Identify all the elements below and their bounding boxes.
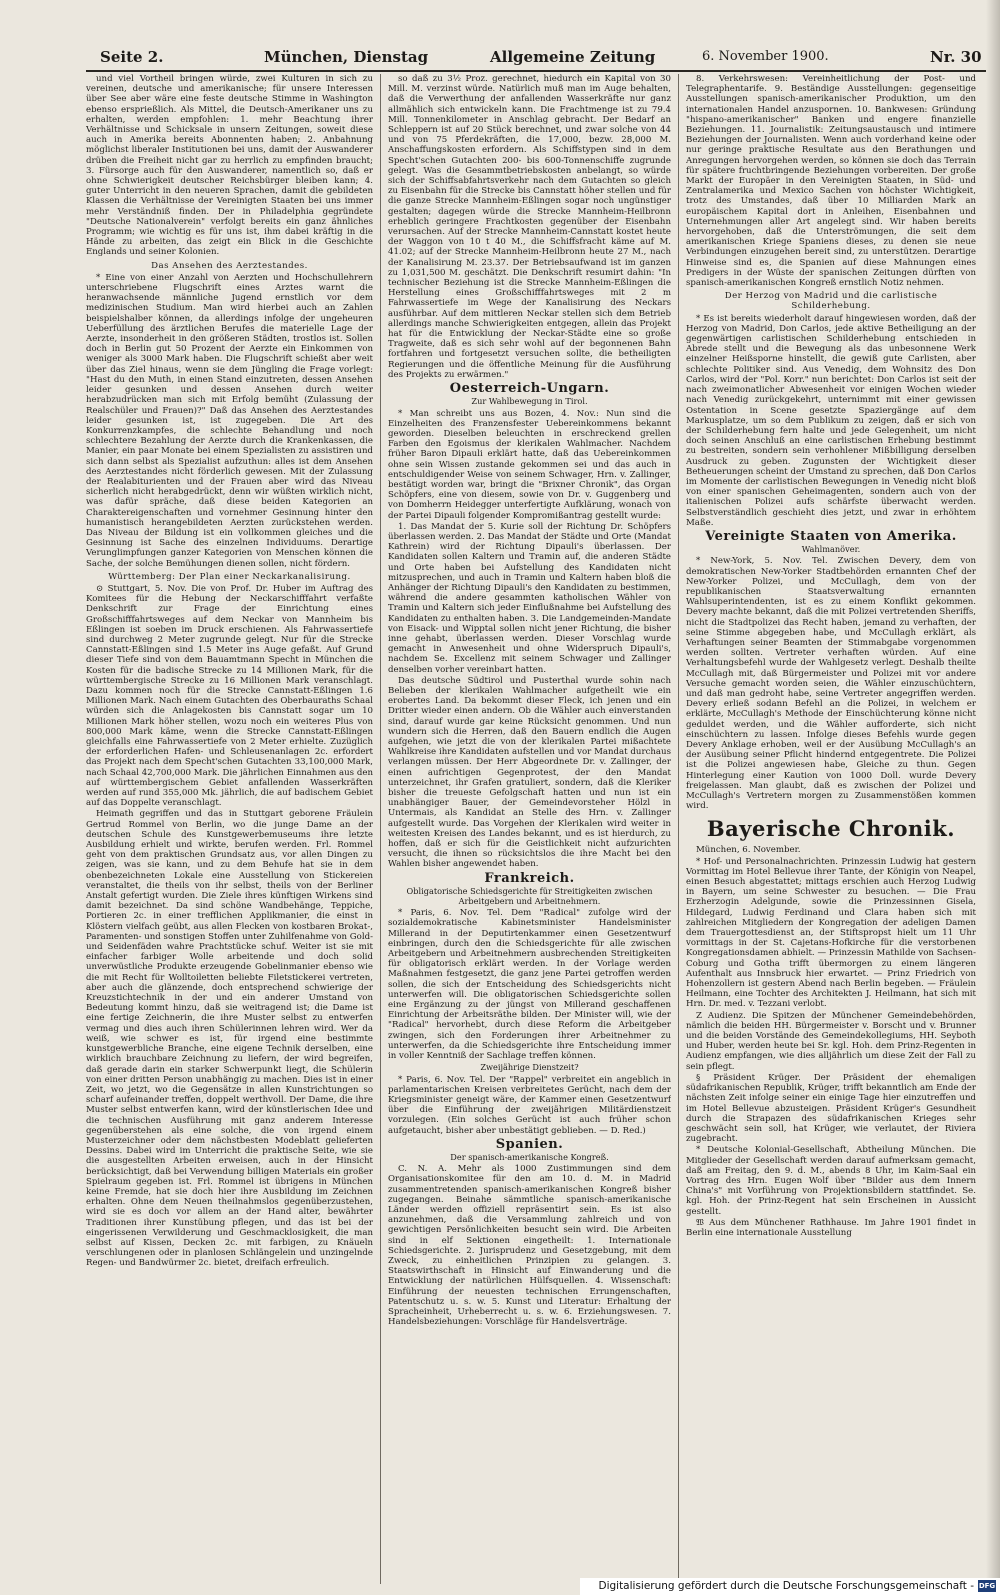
article-paragraph: Z Audienz. Die Spitzen der Münchener Gemeindebehörden, nämlich die beiden HH. Bürgermeister v. Borscht und v. Brunner und die beiden Vorstände des Gemeindekollegiums, HH. Seyboth und Huber, werden heute bei Sr. kgl. Hoh. dem Prinz-Regenten in Audienz empfangen, wie dies alljährlich um diese Zeit der Fall zu sein pflegt. (686, 1010, 976, 1072)
section-heading: Der spanisch-amerikanische Kongreß. (450, 1151, 609, 1162)
issue-number: Nr. 30 (930, 48, 982, 66)
article-paragraph: § Präsident Krüger. Der Präsident der ehemaligen südafrikanischen Republik, Krüger, trifft bekanntlich am Ende der nächsten Zeit infolge seiner ein einige Tage hier einzutreffen und im Hotel Bellevue abzusteigen. Präsident Krüger's Gesundheit durch die Strapazen des südafrikanischen Krieges sehr geschwächt sein soll, hat Krüger, wie verlautet, der Riviera zugebracht. (686, 1072, 976, 1145)
article-paragraph: Das deutsche Südtirol und Pusterthal wurde sohin nach Belieben der klerikalen Wahlmacher aufgetheilt wie ein erobertes Land. Da bekommt dieser Fleck, ich jenen und ein Dritter wieder einen andern. Ob die Wähler auch einverstanden sind, darauf wurde gar keine Rücksicht genommen. Und nun wundern sich die Herren, daß den Bauern endlich die Augen aufgehen, wie jetzt die von der klerikalen Partei mißachtete Wahlkreise ihre Kandidaten aufstellen und vor Mandat durchaus verlangen müssen. Der Herr Abgeordnete Dr. v. Zallinger, der einen aufrichtigen Gegenprotest, der den Mandat unterzeichnet, ihr Grafen gratuliert, sondern, daß die Kleriker bisher die treueste Gefolgschaft hatten und nun ist ein unabhängiger Bauer, der Gemeindevorsteher Hölzl in Untermais, als Kandidat an Stelle des Hrn. v. Zallinger aufgestellt wurde. Das Vorgehen der Klerikalen wird weiter in weitesten Kreisen des Landes bekannt, und es ist hierdurch, zu hoffen, daß er sich für die Geistlichkeit nicht aufzurichten versucht, die ihnen so rücksichtslos die ihre Macht bei den Wahlen bisher angewendet haben. (388, 675, 671, 870)
funding-note: Digitalisierung gefördert durch die Deutsche Forschungsgemeinschaft - (598, 1580, 974, 1592)
article-paragraph: 𝔚 Aus dem Münchener Rathhause. Im Jahre 1901 findet in Berlin eine internationale Ausstellung (686, 1217, 976, 1238)
section-heading: Das Ansehen des Aerztestandes. (151, 260, 308, 271)
article-paragraph: * Man schreibt uns aus Bozen, 4. Nov.: Nun sind die Einzelheiten des Franzensfester Uebereinkommens bekannt geworden. Dieselben beleuchten in erschreckend grellen Farben den Egoismus der klerikalen Wahlmacher. Nachdem früher Baron Dipauli erklärt hatte, daß das Uebereinkommen ohne sein Wissen zustande gekommen sei und das auch in entschuldigender Weise von seinem Schwager, Hrn. v. Zallinger, bestätigt worden war, bringt die "Brixner Chronik", das Organ Schöpfers, eine von diesem, sowie von Dr. v. Guggenberg und von Domherrn Heidegger unterfertigte Aufklärung, wonach von der Partei Dipauli folgender Kompromißantrag gestellt wurde: (388, 408, 671, 521)
article-paragraph: 8. Verkehrswesen: Vereinheitlichung der Post- und Telegraphentarife. 9. Beständige Ausstellungen: gegenseitige Ausstellungen spanisch-amerikanischer Produktion, um den internationalen Handel anzuspornen. 10. Bankwesen: Gründung "hispano-amerikanischer" Banken und engere finanzielle Beziehungen. 11. Journalistik: Zeitungsaustausch und intimere Beziehungen der Journalisten. Wenn auch vorderhand keine oder nur geringe praktische Resultate aus den Berathungen und Anregungen hervorgehen werden, so können sie doch das Terrain für spätere fruchtbringende Beziehungen vorbereiten. Der große Markt der Europäer in den Vereinigten Staaten, in Süd- und Zentralamerika und Mexico Sachen von höchster Wichtigkeit, trotz des Umstandes, daß über 10 Milliarden Mark an europäischem Kapital dort in Anleihen, Eisenbahnen und Unternehmungen aller Art angelegt sind. Wir haben bereits hervorgehoben, daß die Unterströmungen, die seit dem amerikanischen Kriege Spaniens dieses, zu denen sie neue Verbindungen einzugehen bereit sind, zu unterstützen. Derartige Hinweise sind es, die Spanien auf diese Mahnungen eines Predigers in der Wüste der spanischen Zeitungen dürften von spanisch-amerikanischen Kongreß ernstlich Notiz nehmen. (686, 74, 976, 289)
article-paragraph: 1. Das Mandat der 5. Kurie soll der Richtung Dr. Schöpfers überlassen werden. 2. Das Mandat der Städte und Orte (Mandat Kathrein) wird der Richtung Dipauli's überlassen. Der Kandidaten sollen Kaltern und Tramin auf, die anderen Städte und Orte haben bei Aufstellung des Kandidaten nicht mitzusprechen, und auch in Tramin und Kaltern haben bloß die Anhänger der Richtung Dipauli's den Kandidaten zu bestimmen, während die andere gesammten katholischen Wähler von Tramin und Kaltern sich jeder Einflußnahme bei Aufstellung des Kandidaten zu enthalten haben. 3. Die Landgemeinden-Mandate von Eisack- und Wipptal sollen nicht jener Richtung, die bisher inne gehabt, überlassen werden. Dieser Vorschlag wurde gemacht in Anwesenheit und ohne Widerspruch Dipauli's, nachdem Se. Excellenz mit seinem Schwager und Zallinger denselben vorher vereinbart hatten. (388, 521, 671, 675)
article-paragraph: * Eine von einer Anzahl von Aerzten und Hochschullehrern unterschriebene Flugschrift eines Arztes warnt die heranwachsende männliche Jugend ernstlich vor dem medizinischen Studium. Man wird hierbei auch an Zahlen beispielshalber können, da allerdings infolge der ungeheuren Ueberfüllung des ärztlichen Berufes die materielle Lage der Aerzte, insonderheit in den größeren Städten, trostlos ist. Sollen doch in Berlin gut 50 Prozent der Aerzte ein Einkommen von weniger als 3000 Mark haben. Die Flugschrift schießt aber weit über das Ziel hinaus, wenn sie dem Jüngling die Frage vorlegt: "Hast du den Muth, in einen Stand einzutreten, dessen Ansehen leider gesunken und dessen Ansehen durch weiter herabzudrücken man sich mit Erfolg bemüht (Zulassung der Realschüler und Frauen)?" Daß das Ansehen des Aerztestandes leider gesunken ist, ist zugegeben. Die Art des Konkurrenzkampfes, die schlechte Behandlung und noch schlechtere Bezahlung der Aerzte durch die Krankenkassen, die Manier, ein paar Monate bei einem Spezialisten zu assistiren und sich dann selbst als Spezialist aufzuthun: alles ist dem Ansehen des Aerztestandes nicht förderlich gewesen. Mit der Zulassung der Realabiturienten und der Frauen aber wird das Niveau sicherlich nicht herabgedrückt, denn wir wüßten wirklich nicht, was dafür spräche, daß diese beiden Kategorien an Charaktereigenschaften und vornehmer Gesinnung hinter den humanistisch herangebildeten Aerzten zurückstehen werden. Das Niveau der Bildung ist ein vollkommen gleiches und die Gesinnung ist Sache des einzelnen Individuums. Derartige Verunglimpfungen ganzer Kategorien von Menschen können die Sache, der solche Bemühungen dienen sollen, nicht fördern. (86, 272, 373, 569)
section-heading: Spanien. (495, 1136, 564, 1152)
column-1 (86, 74, 373, 1584)
section-heading: Oesterreich-Ungarn. (449, 381, 610, 397)
newspaper-title: Allgemeine Zeitung (490, 48, 656, 66)
column-3 (686, 74, 976, 1584)
article-paragraph: C. N. A. Mehr als 1000 Zustimmungen sind dem Organisationskomitee für den am 10. d. M. in Madrid zusammentretenden spanisch-amerikanischen Kongreß bisher zugegangen. Beinahe sämmtliche spanisch-amerikanische Länder werden offiziell repräsentirt sein. Es ist also anzunehmen, daß die Versammlung zahlreich und von gewichtigen Persönlichkeiten besucht sein wird. Die Arbeiten sind in elf Sektionen eingetheilt: 1. Internationale Schiedsgerichte. 2. Jurisprudenz und Gesetzgebung, mit dem Zweck, zu einheitlichen Prinzipien zu gelangen. 3. Staatswirthschaft in Hinsicht auf Einwanderung und die Entwicklung der natürlichen Hülfsquellen. 4. Wissenschaft: Einführung der neuesten technischen Errungenschaften, Patentschutz u. s. w. 5. Kunst und Literatur: Erhaltung der Spracheinheit, Urheberrecht u. s. w. 6. Erziehungswesen. 7. Handelsbeziehungen: Vorschläge für Handelsverträge. (388, 1164, 671, 1328)
section-heading: Württemberg: Der Plan einer Neckarkanalisirung. (108, 571, 351, 582)
section-heading: Wahlmanöver. (801, 544, 861, 555)
section-heading: Zweijährige Dienstzeit? (480, 1062, 579, 1073)
section-heading: Der Herzog von Madrid und die carlistische Schilderhebung. (724, 291, 938, 312)
article-paragraph: ⊙ Stuttgart, 5. Nov. Die von Prof. Dr. Huber im Auftrag des Komitees für die Hebung der Neckarschifffahrt verfaßte Denkschrift zur Frage der Einrichtung eines Großschifffahrtsweges auf dem Neckar von Mannheim bis Eßlingen ist soeben im Druck erschienen. Als Fahrwassertiefe sind durchweg 2 Meter zugrunde gelegt. Nur für die Strecke Cannstatt-Eßlingen sind 1.5 Meter ins Auge gefaßt. Auf Grund dieser Tiefe sind von dem Bauamtmann Specht in München die Kosten für die badische Strecke zu 14 Millionen Mark, für die württembergische Strecke zu 16 Millionen Mark veranschlagt. Dazu kommen noch für die Strecke Cannstatt-Eßlingen 1.6 Millionen Mark. Nach einem Gutachten des Oberbauraths Schaal würden sich die Anlagekosten bis Cannstatt sogar um 10 Millionen Mark höher stellen, wozu noch ein weiteres Plus von 800,000 Mark käme, wenn die Strecke Cannstatt-Eßlingen gleichfalls eine Fahrwassertiefe von 2 Meter erhielte. Zuzüglich der erforderlichen Hafen- und Schleusenanlagen 2c. erfordert das Projekt nach dem Specht'schen Gutachten 33,100,000 Mark, nach Schaal 42,700,000 Mark. Die jährlichen Einnahmen aus den auf württembergischem Gebiet anfallenden Wasserkräften werden auf rund 355,000 Mk. jährlich, die auf badischem Gebiet auf das Doppelte veranschlagt. (86, 583, 373, 809)
masthead (96, 46, 990, 68)
article-paragraph: * New-York, 5. Nov. Tel. Zwischen Devery, dem von demokratischen New-Yorker Stadtbehörden ernannten Chef der New-Yorker Polizei, und McCullagh, dem von der republikanischen Staatsverwaltung ernannten Wahlsuperintendenten, ist es zu einem Konflikt gekommen. Devery machte bekannt, daß die mit Polizei vertretenden Sheriffs, nicht die Stadtpolizei das Recht haben, jemand zu verhaften, der seine Stimme abgegeben habe, und McCullagh erklärt, als Verhaftungen seiner Beamten der Stimmabgabe vorgenommen werden sollten. Vertreter verhaften würden. Auf eine Verhaltungsbefehl wurde der Wahlgesetz verlegt. Deshalb theilte McCullagh mit, daß Bürgermeister und Polizei mit vor andere Versuche gemacht worden seien, die Wähler einzuschüchtern, und daß man gedroht habe, seine Vertreter angegriffen werden. Devery erließ sodann Befehl an die Polizei, in welchem er erklärte, McCullagh's Methode der Einschüchterung könne nicht geduldet werden, und die Wähler aufforderte, sich nicht einschüchtern zu lassen. Infolge dieses Befehls wurde gegen Devery Anklage erhoben, weil er der Ausübung McCullagh's an der Ausübung seiner Pflicht hindernd entgegentrete. Die Polizei ist die Polizei angewiesen habe, Gleiche zu thun. Gegen Hinterlegung einer Kaution von 1000 Doll. wurde Devery freigelassen. Man glaubt, daß es zwischen der Polizei und McCullagh's Vertretern morgen zu Zusammenstößen kommen wird. (686, 556, 976, 812)
section-heading: Obligatorische Schiedsgerichte für Streitigkeiten zwischen Arbeitgebern und Arbeitnehmern. (406, 885, 653, 907)
article-paragraph: * Es ist bereits wiederholt darauf hingewiesen worden, daß der Herzog von Madrid, Don Carlos, jede aktive Betheiligung an der gegenwärtigen carlistischen Schilderhebung entschieden in Abrede stellt und die Bewegung als das unbesonnene Werk einzelner Heißsporne hinstellt, die gewiß gute Carlisten, aber schlechte Politiker sind. Aus Venedig, dem Wohnsitz des Don Carlos, wird der "Pol. Korr." nun berichtet: Don Carlos ist seit der nach zweimonatlicher Abwesenheit vor einigen Wochen wieder nach Venedig zurückgekehrt, unternimmt mit einer gewissen Ostentation in Scene gesetzte Spaziergänge auf dem Markusplatze, um so dem Publikum zu zeigen, daß er sich von der Schilderhebung fern halte und jede Gelegenheit, um nicht doch seinen Anschluß an eine carlistischen Erhebung bestimmt zu bestreiten, sondern sein verhohlener Mißbilligung derselben Ausdruck zu geben. Zugunsten der Wichtigkeit dieser Betheuerungen scheint der Umstand zu sprechen, daß Don Carlos im Momente der carlistischen Bewegungen in Venedig nicht bloß von einer spanischen Geheimagenten, sondern auch von der italienischen Polizei aufs schärfste überwacht werden. Selbstverständlich geschieht dies jetzt, und zwar in erhöhtem Maße. (686, 313, 976, 528)
page-number: Seite 2. (100, 48, 164, 66)
column-2 (388, 74, 671, 1584)
article-paragraph: * Hof- und Personalnachrichten. Prinzessin Ludwig hat gestern Vormittag im Hotel Bellevue ihrer Tante, der Königin von Neapel, einen Besuch abgestattet; mittags erschien auch Herzog Ludwig in Bayern, um seine Schwester zu besuchen. — Die Frau Erzherzogin Adelgunde, sowie die Prinzessinnen Gisela, Hildegard, Ludwig Ferdinand und Clara haben sich mit zahlreichen Mitgliedern der Kongregation der adeligen Damen dem Trauergottesdienst an, der Stiftspropst hielt um 11 Uhr vormittags in der St. Cajetans-Hofkirche für die verstorbenen Kongregationsdamen abhielt. — Prinzessin Mathilde von Sachsen-Coburg und Gotha trifft übermorgen zu einem längeren Aufenthalt aus Innsbruck hier erwartet. — Prinz Friedrich von Hohenzollern ist gestern Abend nach Berlin begeben. — Fräulein Heilmann, eine Tochter des Architekten J. Heilmann, hat sich mit Hrn. Dr. med. v. Tezzani verlobt. (686, 856, 976, 1010)
section-heading: Bayerische Chronik. (706, 816, 956, 842)
article-paragraph: Heimath gegriffen und das in Stuttgart geborene Fräulein Gertrud Rommel von Berlin, wo die junge Dame an der deutschen Schule des Kunstgewerbemuseums ihre letzte Ausbildung erhielt und wirkte, berufen werden. Frl. Rommel geht von dem praktischen Grundsatz aus, vor allen Dingen zu zeigen, was sie kann, und zu dem Behufe hat sie in dem obenbezeichneten Lokale eine Ausstellung von Stickereien veranstaltet, die theils von ihr selbst, theils von der Berliner Anstalt gefertigt wurden. Die Ziele ihres künftigen Wirkens sind damit bezeichnet. Da sind schöne Wandbehänge, Teppiche, Portieren 2c. in einer trefflichen Applikmanier, die einst in Klöstern vielfach geübt, aus allen Flecken von kostbaren Brokat-, Paramenten- und sonstigen Stoffen unter Zuhilfenahme von Gold- und Seidenfäden wahre Prachtstücke schuf. Weiter ist sie mit einfacher farbiger Wolle arbeitende und doch solid unverwüstliche Produkte erzeugende Gobelinmanier ebenso wie die mit Recht für Wolltoiletten beliebte Filetstickerei vertreten, aber auch die glänzende, doch entsprechend schwierige der Kreuzstichtechnik in der und ein anderer Umstand von Bedeutung kommt hinzu, daß sie weitragend ist; die Dame ist eine fertige Zeichnerin, die ihre Muster selbst zu entwerfen vermag und dies auch ihren Schülerinnen lehren wird. Wer da weiß, wie schwer es ist, für irgend eine bestimmte kunstgewerbliche Branche, eine eigene Technik derselben, eine wirklich brauchbare Zeichnung zu liefern, der wird begreifen, daß gerade darin ein starker Schwerpunkt liegt, die Schülerin von einer dritten Person unabhängig zu machen. Dies ist in einer Zeit, wo jetzt, wo die Gegensätze in allen Kunstrichtungen so scharf aufeinander treffen, doppelt werthvoll. Der Dame, die ihre Muster selbst entwerfen kann, wird der künstlerischen Idee und die technischen Ausführung mit ganz anderem Interesse gegenüberstehen als eine solche, die von irgend einem Musterzeichner oder dem nächstbesten Modeblatt gelieferten Dessins. Dabei wird im Unterricht die praktische Seite, wie sie die ausgestellten Arbeiten erweisen, auch in der Hinsicht berücksichtigt, daß bei Verwendung billigen Materials ein großer Spielraum gegeben ist. Frl. Rommel ist übrigens in München keine Fremde, hat sie doch hier ihre Ausbildung im Zeichnen erhalten. Ohne dem Neuen theilnahmslos gegenüberzustehen, wird sie es doch vor allem an der Hand alter, bewährter Traditionen ihrer Kunstübung pflegen, und das ist bei der eingerissenen Verwilderung und Geschmacklosigkeit, die man selbst auf Kissen, Decken 2c. mit farbigen, zu Knäueln verschlungenen oder in planlosen Schlängelein und unzingelnde Regen- und Bandwürmer 2c. bietet, dreifach erfreulich. (86, 809, 373, 1269)
issue-date: 6. November 1900. (702, 49, 829, 64)
article-paragraph: so daß zu 3½ Proz. gerechnet, hiedurch ein Kapital von 30 Mill. M. verzinst würde. Natürlich muß man im Auge behalten, daß die Verwerthung der anfallenden Wasserkräfte nur ganz allmählich sich entwickeln kann. Die Frachtmenge ist zu 79.4 Mill. Tonnenkilometer in Anschlag gebracht. Der Bedarf an Schleppern ist auf 20 Stück berechnet, und zwar solche von 44 und von 75 Pferdekräften, die 17,000, bezw. 28,000 M. Anschaffungskosten erfordern. Als Schiffstypen sind in dem Specht'schen Gutachten 200- bis 600-Tonnenschiffe zugrunde gelegt. Was die Gesammtbetriebskosten anbelangt, so würde sich der Schiffsabfahrtsverkehr nach dem Gutachten so gleich zu Eisenbahn für die Strecke bis Cannstatt höher stellen und für die ganze Strecke Mannheim-Eßlingen sogar noch ungünstiger gestalten; dagegen würde die Strecke Mannheim-Heilbronn erheblich geringere Frachtkosten gegenüber der Eisenbahn verursachen. Auf der Strecke Mannheim-Cannstatt kostet heute der Waggon von 10 t 40 M., die Schiffsfracht käme auf M. 41.02; auf der Strecke Mannheim-Heilbronn heute 27 M., nach der Kanalisirung M. 23.37. Der Betriebsaufwand ist im ganzen zu 1,031,500 M. geschätzt. Die Denkschrift resumirt dahin: "In technischer Beziehung ist die Strecke Mannheim-Eßlingen die Herstellung eines Großschifffahrtsweges mit 2 m Fahrwassertiefe im Wege der Kanalisirung des Neckars ausführbar. Auf dem mittleren Neckar stellen sich dem Betrieb allerdings manche Schwierigkeiten entgegen, allein das Projekt hat für die Entwicklung der Neckar-Städte eine so große Tragweite, daß es sich sehr wohl auf der begonnenen Bahn fortfahren und fortgesetzt versuchen sollte, die betheiligten Regierungen und die öffentliche Meinung für die Ausführung des Projekts zu erwärmen." (388, 74, 671, 380)
masthead-rule (86, 70, 986, 72)
section-heading: Vereinigte Staaten von Amerika. (705, 528, 957, 544)
column-divider (678, 74, 679, 1584)
page-curl-shadow (986, 0, 1000, 1578)
place-and-day: München, Dienstag (264, 48, 429, 66)
footer-bar (580, 1578, 1000, 1595)
article-paragraph: * Paris, 6. Nov. Tel. Der "Rappel" verbreitet ein angeblich in parlamentarischen Kreisen verbreitetes Gerücht, nach dem der Kriegsminister geneigt wäre, der Kammer einen Gesetzentwurf über die Einführung der zweijährigen Militärdienstzeit vorzulegen. (Ein solches Gerücht ist auch früher schon aufgetaucht, bisher aber unbestätigt geblieben. — D. Red.) (388, 1074, 671, 1136)
article-paragraph: und viel Vortheil bringen würde, zwei Kulturen in sich zu vereinen, deutsche und amerikanische; für unsere Interessen über See aber wäre eine feste deutsche Stimme in Washington ebenso ersprießlich. Als Mittel, die Deutsch-Amerikaner uns zu erhalten, werden empfohlen: 1. mehr Beachtung ihrer Verhältnisse und Schicksale in unsern Zeitungen, soweit diese auch in Amerika bereits Abonnenten haben; 2. Anbahnung möglichst liberaler Institutionen bei uns, damit der Auswanderer drüben die Freiheit nicht gar zu herrlich zu empfinden braucht; 3. Fürsorge auch für den Auswanderer, namentlich so, daß er ohne Schwierigkeit deutscher Reichsbürger bleiben kann; 4. guter Unterricht in den neueren Sprachen, damit die gebildeten Klassen die Verhältnisse der Vereinigten Staaten bei uns immer mehr Verständniß finden. Der in Philadelphia gegründete "Deutsche Nationalverein" verfolgt bereits ein ganz ähnliches Programm; wie wichtig es für uns ist, ihm dabei kräftig in die Hände zu arbeiten, das zeigt ein Blick in die Geschichte Englands und seiner Kolonien. (86, 74, 373, 258)
section-heading: Frankreich. (484, 870, 575, 886)
article-paragraph: * Paris, 6. Nov. Tel. Dem "Radical" zufolge wird der sozialdemokratische Kabinetsminister Handelsminister Millerand in der Deputirtenkammer einen Gesetzentwurf einbringen, durch den die Schiedsgerichte für alle zwischen Arbeitgebern und Arbeitnehmern ausbrechenden Streitigkeiten für obligatorisch erklärt werden. In der Vorlage werden Maßnahmen festgesetzt, die ganz jene Partei getroffen werden sollen, die sich der Entscheidung des Schiedsgerichts nicht unterwerfen will. Die obligatorischen Schiedsgerichte sollen eine Ergänzung zu der jüngst von Millerand geschaffenen Einrichtung der Arbeitsräthe bilden. Der Minister will, wie der "Radical" hervorhebt, durch diese Reform die Arbeitgeber zwingen, sich den Forderungen ihrer Arbeitnehmer zu unterwerfen, da die Schiedsgerichte ihre Entscheidung immer in voller Kenntniß der Sachlage treffen können. (388, 908, 671, 1062)
article-paragraph: München, 6. November. (696, 845, 801, 856)
section-heading: Zur Wahlbewegung in Tirol. (471, 396, 588, 407)
column-divider (380, 74, 381, 1584)
article-paragraph: * Deutsche Kolonial-Gesellschaft, Abtheilung München. Die Mitglieder der Gesellschaft werden darauf aufmerksam gemacht, daß am Freitag, den 9. d. M., abends 8 Uhr, im Kaim-Saal ein Vortrag des Hrn. Eugen Wolf über "Bilder aus dem Innern China's" mit Vorführung von Projektionsbildern stattfindet. Se. kgl. Hoh. der Prinz-Regent hat sein Erscheinen in Aussicht gestellt. (686, 1145, 976, 1217)
dfg-logo: DFG (978, 1582, 996, 1590)
